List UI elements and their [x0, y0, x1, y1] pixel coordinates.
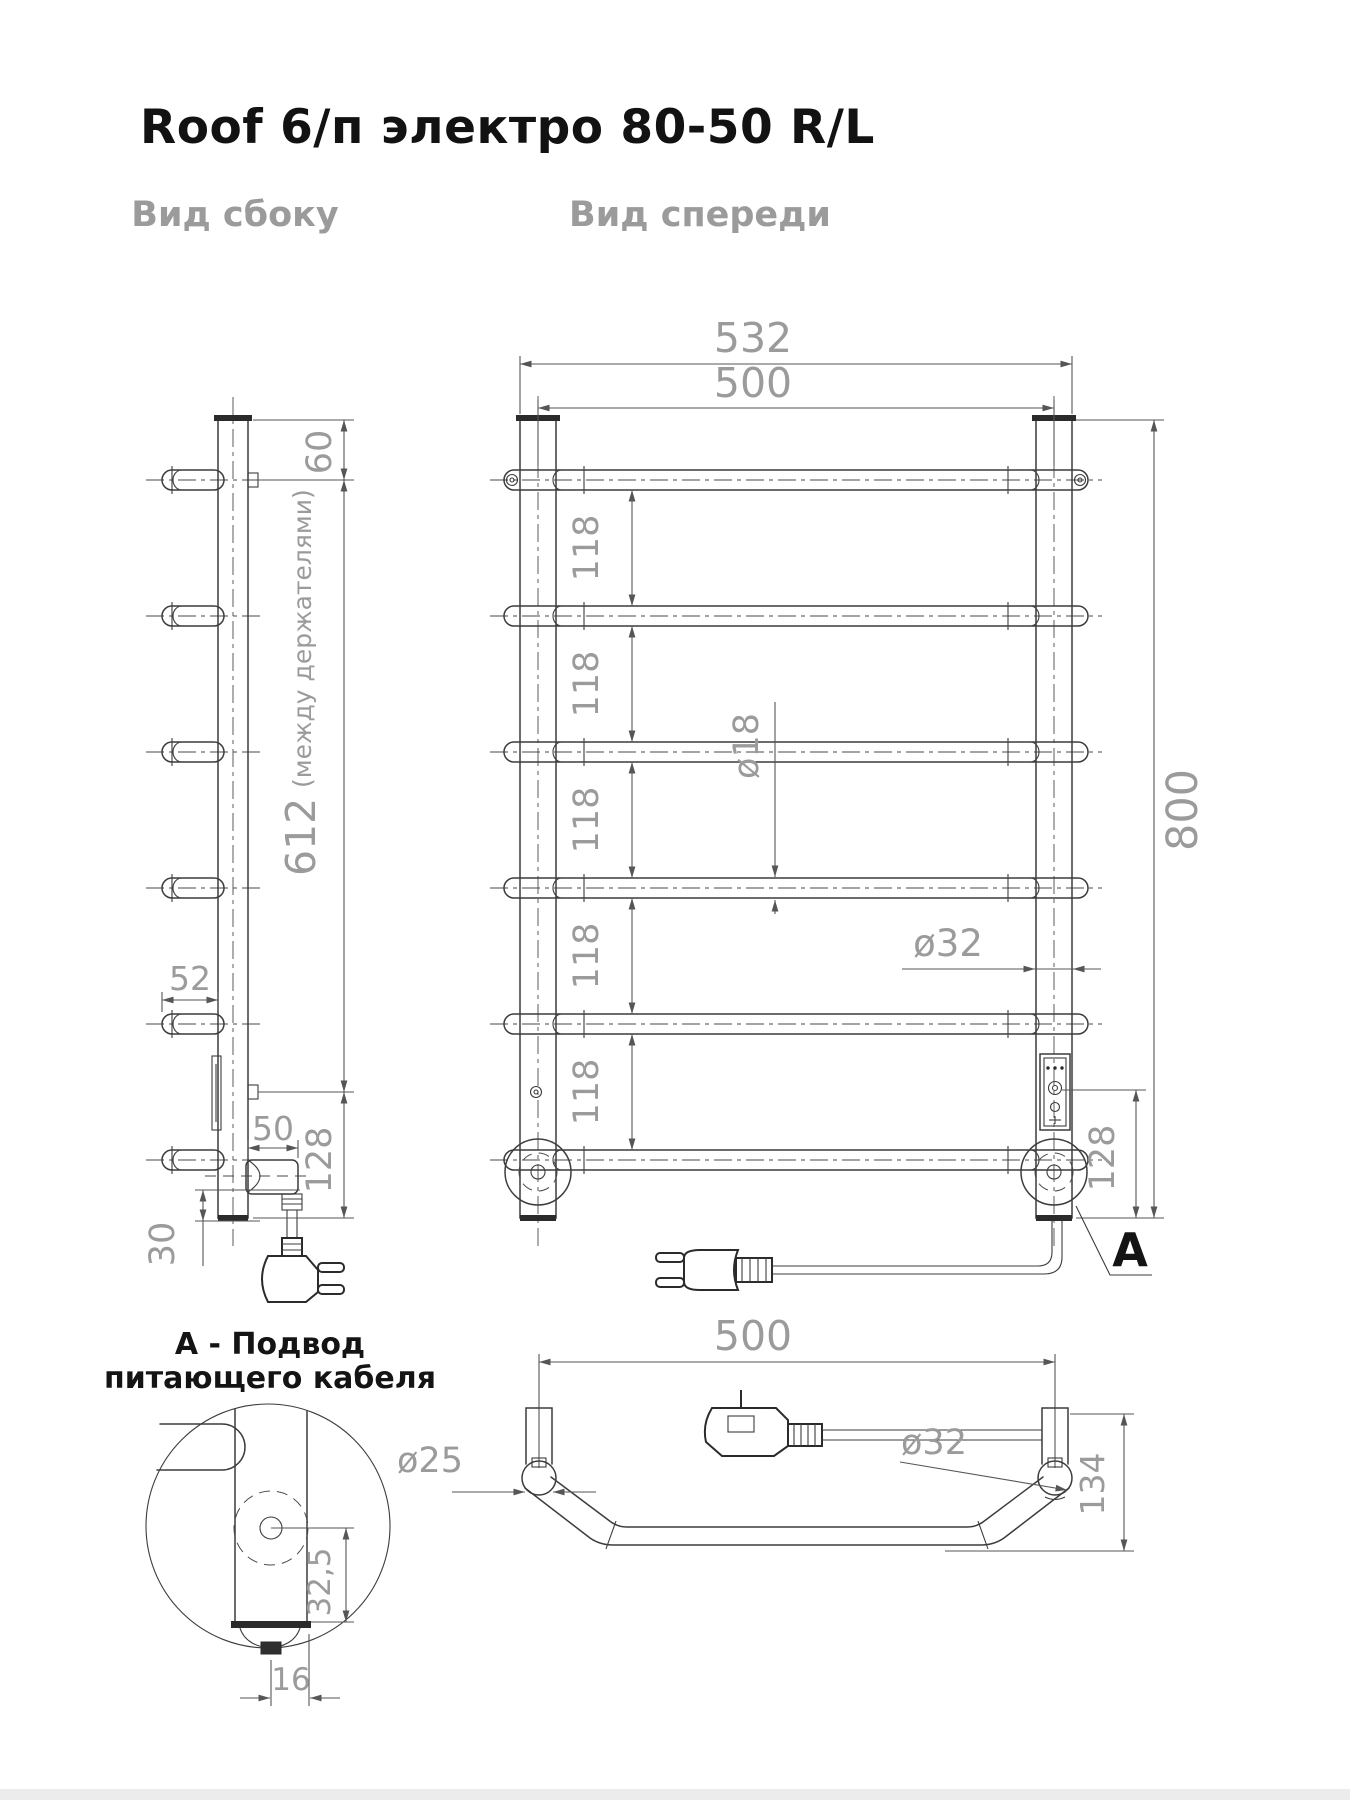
dim-532	[520, 314, 1072, 414]
svg-text:532: 532	[713, 314, 793, 362]
svg-text:A: A	[1112, 1223, 1148, 1277]
dim-52	[162, 959, 218, 1012]
side-bottom-holder	[248, 1085, 258, 1099]
top-view-drawing	[397, 1312, 1134, 1551]
dim-800	[1076, 420, 1208, 1218]
svg-text:500: 500	[713, 1312, 793, 1360]
dim-50	[248, 1109, 298, 1158]
svg-text:ø32: ø32	[901, 1423, 967, 1463]
front-view-label: Вид спереди	[569, 195, 831, 235]
power-plug-side	[262, 1238, 344, 1302]
svg-text:ø18: ø18	[727, 713, 767, 779]
svg-text:52: 52	[169, 959, 211, 998]
side-rails	[146, 466, 264, 1174]
dim-dia32-front	[902, 922, 1101, 969]
front-control-box	[1040, 1054, 1070, 1130]
dim-134	[945, 1414, 1134, 1551]
svg-text:118: 118	[567, 786, 607, 854]
svg-text:60: 60	[300, 429, 340, 475]
svg-text:500: 500	[713, 359, 793, 407]
svg-text:(между держателями): (между держателями)	[288, 489, 317, 788]
dim-500	[538, 359, 1054, 466]
dim-128-front	[1062, 1090, 1146, 1218]
dim-612	[258, 480, 354, 1092]
side-view-label: Вид сбоку	[131, 195, 339, 235]
top-tube	[525, 1477, 1069, 1549]
page-title: Roof 6/п электро 80-50 R/L	[140, 100, 875, 155]
dim-60	[253, 420, 354, 480]
svg-text:800: 800	[1158, 768, 1208, 852]
svg-text:А - Подвод: А - Подвод	[174, 1327, 366, 1362]
dim-dia25	[397, 1441, 596, 1492]
detail-a-view	[104, 1327, 436, 1706]
power-plug-top	[705, 1390, 1042, 1456]
svg-text:ø25: ø25	[397, 1441, 463, 1481]
svg-text:128: 128	[300, 1126, 340, 1194]
svg-text:30: 30	[143, 1221, 183, 1267]
screw-icon	[531, 1087, 542, 1098]
dim-dia18	[727, 702, 775, 914]
dim-118-group	[567, 490, 632, 1150]
callout-a	[1076, 1206, 1152, 1277]
dim-30	[143, 1190, 300, 1266]
svg-text:50: 50	[252, 1109, 294, 1148]
side-view-drawing	[143, 397, 354, 1302]
page-bottom-strip	[0, 1789, 1350, 1800]
svg-text:32,5: 32,5	[302, 1547, 338, 1617]
svg-text:питающего кабеля: питающего кабеля	[104, 1361, 436, 1396]
power-plug-front	[656, 1250, 772, 1290]
front-view-drawing	[490, 314, 1208, 1290]
svg-text:134: 134	[1073, 1452, 1112, 1516]
svg-text:118: 118	[567, 650, 607, 718]
svg-text:128: 128	[1083, 1124, 1123, 1192]
svg-text:16: 16	[271, 1662, 311, 1698]
svg-text:118: 118	[567, 1058, 607, 1126]
svg-text:118: 118	[567, 514, 607, 582]
svg-text:118: 118	[567, 922, 607, 990]
dim-32-5	[271, 1528, 354, 1622]
svg-text:ø32: ø32	[913, 922, 983, 965]
power-cord-front	[656, 1221, 1062, 1290]
svg-text:612: 612	[277, 797, 325, 876]
